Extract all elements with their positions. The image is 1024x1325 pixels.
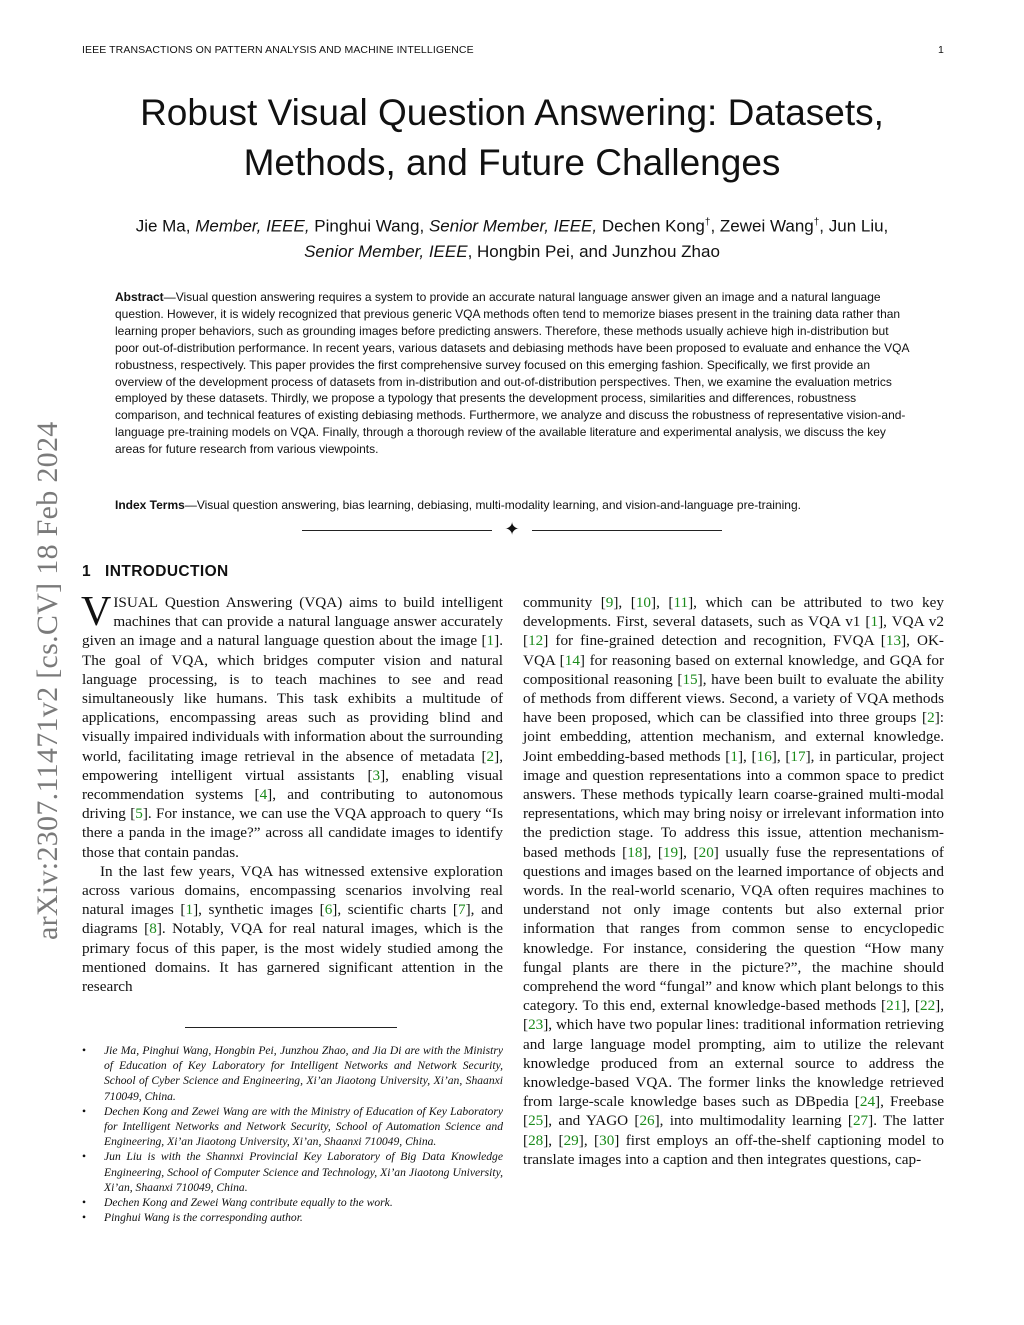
abstract xyxy=(115,289,915,458)
author-list xyxy=(60,210,964,264)
citation-link[interactable]: 30 xyxy=(599,1131,615,1149)
text-span: ], and YAGO [ xyxy=(543,1112,640,1130)
text-span: ] for fine-grained detection and recognition, FVQA [ xyxy=(543,632,886,650)
citation-link[interactable]: 7 xyxy=(458,901,466,919)
citation-link[interactable]: 11 xyxy=(673,594,689,611)
author-line-1 xyxy=(60,210,964,239)
footnote-rule xyxy=(185,1027,397,1028)
text-span: ], OK-VQA [ xyxy=(523,632,944,669)
text-span: community [ xyxy=(523,594,606,611)
intro-paragraph-1 xyxy=(81,589,504,862)
footnote-text: Dechen Kong and Zewei Wang contribute equally to the work. xyxy=(104,1196,393,1210)
citation-link[interactable]: 24 xyxy=(859,1093,876,1111)
text-span: In the last few years, VQA has witnessed extensive exploration across various domains, encompassing scenarios involving real natural images [ xyxy=(82,862,503,919)
running-header xyxy=(82,44,944,56)
author-zwang: , Zewei Wang xyxy=(710,216,814,236)
section-separator xyxy=(302,521,722,541)
text-span: ], [ xyxy=(651,594,674,611)
text-span: ], synthetic images [ xyxy=(193,901,325,919)
citation-link[interactable]: 20 xyxy=(698,843,714,861)
citation-link[interactable]: 29 xyxy=(563,1131,579,1149)
bullet-icon: • xyxy=(82,1104,87,1118)
citation-link[interactable]: 3 xyxy=(372,766,381,784)
text-span: ], Freebase [ xyxy=(523,1093,944,1130)
text-span: ], [ xyxy=(543,1131,564,1149)
text-span: ], enabling visual recommendation systems [ xyxy=(82,766,504,804)
text-span: ], [ xyxy=(578,1131,600,1149)
citation-link[interactable]: 21 xyxy=(886,997,902,1015)
footnote-item xyxy=(82,1195,503,1210)
text-span: ], in particular, project image and question representations into a common space to predict answers. These methods typically learn coarse-grained multi-modal representations, which may bring noisy or irrelevant information into the prediction stage. To address this issue, attention mechanism-based methods [ xyxy=(523,747,944,861)
citation-link[interactable]: 17 xyxy=(790,747,806,765)
citation-link[interactable]: 1 xyxy=(486,632,495,650)
index-terms xyxy=(115,497,915,513)
section-number: 1 xyxy=(82,563,92,580)
citation-link[interactable]: 23 xyxy=(528,1016,544,1034)
left-column xyxy=(81,589,504,996)
text-span: Question Answering (VQA) aims to build intelligent machines that can provide a natural language answer accurately given an image and a natural language question about the image [ xyxy=(82,594,503,650)
citation-link[interactable]: 19 xyxy=(662,843,679,861)
text-span: ]. The goal of VQA, which bridges computer vision and natural language processing, is to teach machines to see and read simultaneously like humans. This task exhibits a multitude of applications, encompassing areas such as providing blind and visually impaired individuals with information about the surrounding world, facilitating image retrieval in the absence of metadata [ xyxy=(82,632,503,765)
text-span: ]: joint embedding, attention mechanism, and external knowledge. Joint embedding-based methods [ xyxy=(523,709,944,765)
text-span: ], [ xyxy=(613,594,636,611)
text-span: ]. The latter [ xyxy=(523,1112,945,1149)
text-span: ], [ xyxy=(737,747,757,765)
footnote-text: Dechen Kong and Zewei Wang are with the Ministry of Education of Key Laboratory for Intelligent Networks and Network Security, School of Automation Science and Engineering, Xi’an Jiaotong University, Xi’an, Shaanxi 710049, China. xyxy=(104,1104,503,1149)
equal-contribution-mark-2: † xyxy=(813,217,820,228)
citation-link[interactable]: 8 xyxy=(149,920,157,938)
citation-link[interactable]: 13 xyxy=(885,632,902,650)
footnote-text: Jun Liu is with the Shannxi Provincial Key Laboratory of Big Data Knowledge Engineering, School of Computer Science and Technology, Xi’an Jiaotong University, Xi’an, Shaanxi 710049, China. xyxy=(104,1150,503,1194)
text-span: ], scientific charts [ xyxy=(332,901,458,919)
author-pei-zhao: , Hongbin Pei, and Junzhou Zhao xyxy=(467,241,720,261)
citation-link[interactable]: 1 xyxy=(185,901,194,919)
footnote-item xyxy=(82,1104,503,1150)
text-span: ] usually fuse the representations of questions and images based on the learned importance of objects and words. In the real-world scenario, VQA often requires machines to understand not only image contents but also external prior information that ranges from common sense to encyclopedic knowledge. For instance, considering the question “How many fungal plants are there in the picture?”, the machine should comprehend the word “fungal” and know which plant belongs to this category. To this end, external knowledge-based methods [ xyxy=(523,843,944,1015)
author-liu-role: Senior Member, IEEE xyxy=(304,241,468,261)
bullet-icon: • xyxy=(82,1150,87,1164)
section-title: INTRODUCTION xyxy=(105,563,229,580)
author-ma-role: Member, IEEE, xyxy=(195,216,310,236)
footnote-text: Jie Ma, Pinghui Wang, Hongbin Pei, Junzhou Zhao, and Jia Di are with the Ministry of Education of Key Laboratory for Intelligent Networks and Network Security, School of Cyber Science and Engineering, Xi’an Jiaotong University, Xi’an, Shaanxi 710049, China. xyxy=(104,1044,503,1103)
separator-rule-left xyxy=(302,530,492,531)
text-span: ], [ xyxy=(771,747,791,765)
intro-paragraph-2 xyxy=(82,862,503,996)
footnote-item xyxy=(82,1043,503,1104)
page-number: 1 xyxy=(938,44,944,56)
footnote-item xyxy=(82,1149,503,1195)
abstract-label: Abstract xyxy=(115,290,164,304)
abstract-text: —Visual question answering requires a system to provide an accurate natural language answer given an image and a natural language question. However, it is widely recognized that previous generic VQA methods often tend to memorize biases present in the training data rather than learning proper behaviors, such as grounding images before predicting answers. Therefore, these methods usually achieve high in-distribution but poor out-of-distribution performance. In recent years, various datasets and debiasing methods have been proposed to evaluate and enhance the VQA robustness, respectively. This paper provides the first comprehensive survey focused on this emerging fashion. Specifically, we first provide an overview of the development process of datasets from in-distribution and out-of-distribution perspectives. Then, we examine the evaluation metrics employed by these datasets. Thirdly, we propose a typology that presents the development process, similarities and differences, robustness comparison, and technical features of existing debiasing methods. Furthermore, we analyze and discuss the robustness of representative vision-and-language pre-training models on VQA. Finally, through a thorough review of the available literature and experimental analysis, we discuss the key areas for future research from various viewpoints. xyxy=(115,290,909,457)
citation-link[interactable]: 4 xyxy=(259,786,268,804)
title-line-2: Methods, and Future Challenges xyxy=(243,142,781,183)
text-span: ], which have two popular lines: traditional information retrieving and large language model prompting, aim to utilize the relevant knowledge produced from an external source to address the knowledge-based VQA. The former links the knowledge retrieved from large-scale knowledge bases such as DBpedia [ xyxy=(523,1016,944,1111)
footnote-text: Pinghui Wang is the corresponding author. xyxy=(104,1211,303,1225)
index-terms-text: —Visual question answering, bias learning, debiasing, multi-modality learning, and vision-and-language pre-training. xyxy=(184,498,801,512)
author-ma: Jie Ma, xyxy=(135,216,196,236)
text-span: ], empowering intelligent virtual assistants [ xyxy=(82,747,503,784)
author-liu: , Jun Liu, xyxy=(819,216,889,236)
bullet-icon: • xyxy=(82,1196,87,1210)
section-heading xyxy=(82,563,229,581)
citation-link[interactable]: 9 xyxy=(605,594,614,611)
author-kong: Dechen Kong xyxy=(597,216,705,236)
text-span: ], and diagrams [ xyxy=(82,901,503,938)
author-line-2 xyxy=(60,239,964,264)
text-span: ], have been built to evaluate the ability of methods from different views. Second, a variety of VQA methods have been proposed, which can be classified into three groups [ xyxy=(523,670,944,727)
journal-name: IEEE TRANSACTIONS ON PATTERN ANALYSIS AND MACHINE INTELLIGENCE xyxy=(82,44,474,56)
text-span: ], [ xyxy=(523,997,945,1034)
equal-contribution-mark: † xyxy=(704,217,711,228)
citation-link[interactable]: 5 xyxy=(135,805,143,823)
citation-link[interactable]: 14 xyxy=(564,651,580,669)
separator-star-icon: ✦ xyxy=(504,519,520,539)
text-span: ], which can be attributed to two key developments. First, several datasets, such as VQA v1 [ xyxy=(523,594,944,631)
intro-paragraph-2-cont xyxy=(523,593,944,1169)
text-span: ], VQA v2 [ xyxy=(523,613,944,650)
citation-link[interactable]: 2 xyxy=(927,709,935,727)
author-wang-role: Senior Member, IEEE, xyxy=(428,216,598,236)
citation-link[interactable]: 1 xyxy=(870,613,879,631)
citation-link[interactable]: 10 xyxy=(635,594,652,611)
citation-link[interactable]: 2 xyxy=(486,747,495,765)
separator-rule-right xyxy=(532,530,722,531)
title-line-1: Robust Visual Question Answering: Datasets, xyxy=(140,92,884,133)
citation-link[interactable]: 18 xyxy=(627,843,643,861)
index-terms-label: Index Terms xyxy=(115,498,185,512)
footnote-item xyxy=(82,1210,503,1225)
text-span: ], [ xyxy=(901,997,920,1015)
citation-link[interactable]: 27 xyxy=(852,1112,869,1130)
citation-link[interactable]: 26 xyxy=(639,1112,655,1130)
author-wang: Pinghui Wang, xyxy=(309,216,429,236)
citation-link[interactable]: 22 xyxy=(919,997,936,1015)
citation-link[interactable]: 12 xyxy=(528,632,544,650)
citation-link[interactable]: 16 xyxy=(756,747,772,765)
text-span: ] first employs an off-the-shelf captioning model to translate images into a caption and then integrates questions, cap- xyxy=(523,1131,944,1168)
dropcap: V xyxy=(81,589,112,635)
paper-title xyxy=(60,88,964,188)
text-span: ], into multimodality learning [ xyxy=(654,1112,853,1130)
arxiv-stamp: arXiv:2307.11471v2 [cs.CV] 18 Feb 2024 xyxy=(31,421,64,940)
citation-link[interactable]: 6 xyxy=(324,901,333,919)
text-span: ]. For instance, we can use the VQA approach to query “Is there a panda in the image?” across all candidate images to identify those that contain pandas. xyxy=(82,805,503,861)
footnotes xyxy=(82,1043,503,1225)
text-span: ], [ xyxy=(642,843,663,861)
bullet-icon: • xyxy=(82,1044,87,1057)
citation-link[interactable]: 25 xyxy=(528,1112,544,1130)
text-span: ], [ xyxy=(678,843,699,861)
text-span: ]. Notably, VQA for real natural images, which is the primary focus of this paper, is the most widely studied among the mentioned domains. It has garnered significant attention in the research xyxy=(82,920,503,996)
bullet-icon: • xyxy=(82,1211,87,1225)
citation-link[interactable]: 28 xyxy=(528,1131,544,1149)
citation-link[interactable]: 1 xyxy=(730,747,738,765)
citation-link[interactable]: 15 xyxy=(682,670,698,688)
text-span: ], and contributing to autonomous driving [ xyxy=(82,786,503,823)
smallcaps-lead: ISUAL xyxy=(113,594,159,611)
right-column xyxy=(523,593,944,1169)
text-span: ] for reasoning based on external knowledge, and GQA for compositional reasoning [ xyxy=(523,651,945,688)
